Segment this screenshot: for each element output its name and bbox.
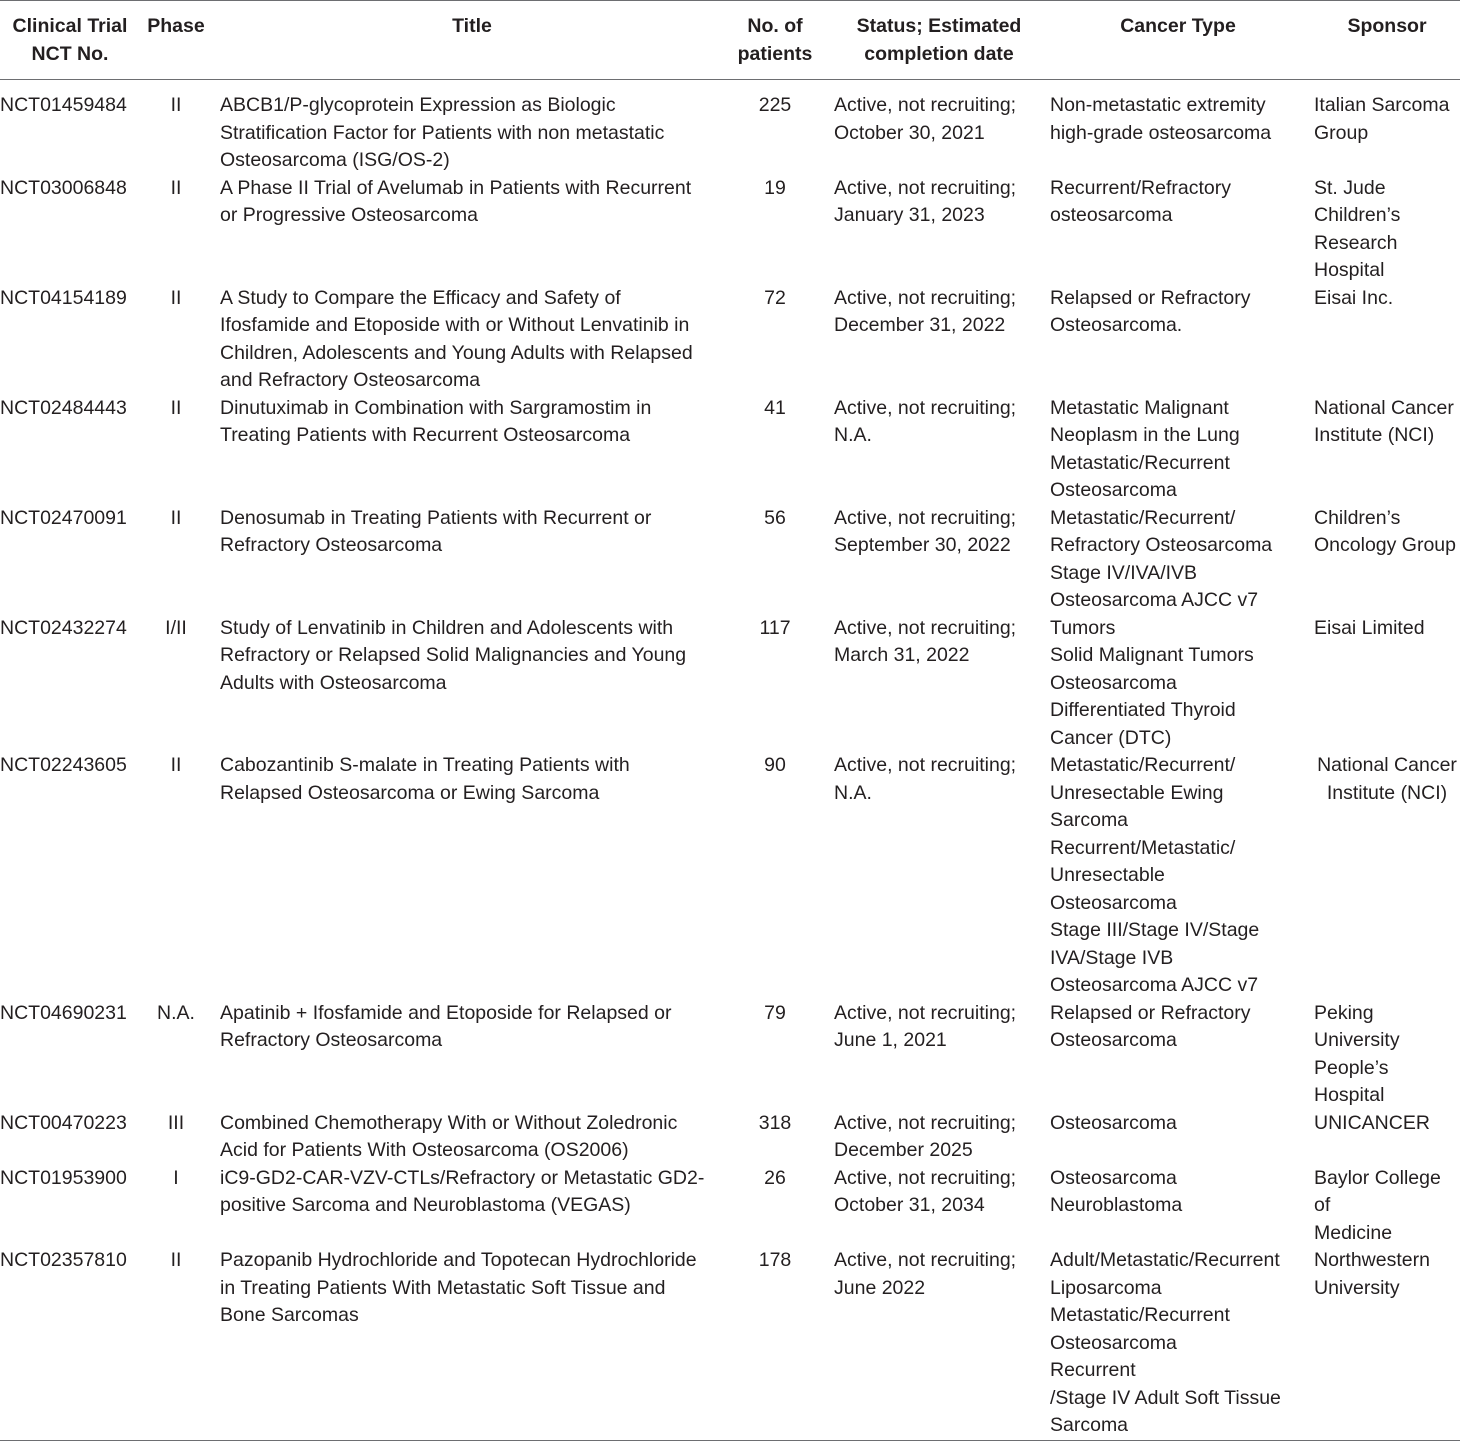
cell-status: Active, not recruiting; December 2025 [834,1111,1017,1161]
cell-nct: NCT02470091 [0,506,127,529]
cell-phase: II [170,176,182,199]
cell-status: Active, not recruiting; N.A. [834,396,1017,446]
cell-sponsor: National Cancer Institute (NCI) [1314,396,1454,446]
cell-title: Study of Lenvatinib in Children and Adolescents with Refractory or Relapsed Solid Malignancies and Young Adults with Osteosarcoma [220,616,687,694]
cell-patients: 178 [758,1249,792,1271]
header-status-line: completion date [864,42,1014,65]
header-phase-line: Phase [147,15,205,37]
cell-sponsor: Children’s Oncology Group [1314,506,1456,556]
table-row [0,752,1460,1000]
table-row [0,1247,1460,1440]
cell-title: Cabozantinib S-malate in Treating Patients with Relapsed Osteosarcoma or Ewing Sarcoma [220,754,630,804]
header-status-line: Status; Estimated [856,15,1022,37]
cell-title: Pazopanib Hydrochloride and Topotecan Hydrochloride in Treating Patients With Metastatic Soft Tissue and Bone Sarcomas [220,1249,697,1326]
cell-status: Active, not recruiting; December 31, 2022 [834,286,1017,336]
table-row [0,1000,1460,1110]
cell-sponsor: UNICANCER [1314,1111,1430,1134]
cell-status: Active, not recruiting; N.A. [834,754,1017,804]
cell-phase: I [173,1166,179,1189]
cell-sponsor: Baylor College of Medicine [1314,1166,1441,1244]
table-row [0,615,1460,753]
header-cancer-type-line: Cancer Type [1120,15,1236,37]
cell-title: Apatinib + Ifosfamide and Etoposide for Relapsed or Refractory Osteosarcoma [220,1001,672,1051]
cell-patients: 26 [764,1166,786,1189]
cell-patients: 41 [764,396,786,419]
cell-sponsor: Northwestern University [1314,1249,1430,1299]
cell-status: Active, not recruiting; October 31, 2034 [834,1166,1017,1216]
cell-cancer-type: Osteosarcoma Neuroblastoma [1050,1166,1183,1216]
cell-cancer-type: Recurrent/Refractory osteosarcoma [1050,176,1231,226]
cell-sponsor: St. Jude Children’s Research Hospital [1314,176,1401,281]
header-sponsor [1306,1,1460,80]
cell-cancer-type: Metastatic/Recurrent/ Unresectable Ewing Sarcoma Recurrent/Metastatic/ Unresectable Osteosarcoma Stage III/Stage IV/Stage IVA/Stage IVB Osteosarcoma AJCC v7 [1050,754,1260,996]
cell-patients: 72 [764,286,786,309]
cell-nct: NCT02432274 [0,616,127,639]
cell-cancer-type: Metastatic/Recurrent/ Refractory Osteosarcoma Stage IV/IVA/IVB Osteosarcoma AJCC v7 [1050,506,1273,611]
cell-cancer-type: Non-metastatic extremity high-grade osteosarcoma [1050,94,1272,144]
cell-sponsor: Eisai Limited [1314,616,1425,639]
table-row [0,80,1460,175]
header-phase [140,1,212,80]
cell-patients: 79 [764,1001,786,1024]
cell-cancer-type: Metastatic Malignant Neoplasm in the Lung Metastatic/Recurrent Osteosarcoma [1050,396,1240,501]
cell-nct: NCT03006848 [0,176,127,199]
cell-nct: NCT02243605 [0,754,127,776]
cell-status: Active, not recruiting; June 1, 2021 [834,1001,1017,1051]
table-header [0,1,1460,80]
cell-title: ABCB1/P-glycoprotein Expression as Biologic Stratification Factor for Patients with non metastatic Osteosarcoma (ISG/OS-2) [220,94,665,171]
cell-status: Active, not recruiting; January 31, 2023 [834,176,1017,226]
cell-nct: NCT01953900 [0,1166,127,1189]
cell-status: Active, not recruiting; March 31, 2022 [834,616,1017,666]
table-body [0,80,1460,1441]
cell-cancer-type: Adult/Metastatic/Recurrent Liposarcoma Metastatic/Recurrent Osteosarcoma Recurrent /Stage IV Adult Soft Tissue Sarcoma [1050,1249,1281,1436]
cell-title: Combined Chemotherapy With or Without Zoledronic Acid for Patients With Osteosarcoma (OS2006) [220,1111,678,1161]
cell-nct: NCT02357810 [0,1249,127,1271]
cell-phase: N.A. [157,1001,195,1024]
header-nct-line: Clinical Trial [12,15,128,37]
cell-sponsor: Peking University People’s Hospital [1314,1001,1400,1106]
header-row [0,1,1460,80]
header-patients [724,1,826,80]
header-cancer-type [1044,1,1306,80]
cell-title: Dinutuximab in Combination with Sargramostim in Treating Patients with Recurrent Osteosarcoma [220,396,652,446]
cell-phase: II [170,94,182,116]
table-row [0,285,1460,395]
table-row [0,505,1460,615]
header-status [826,1,1044,80]
cell-patients: 225 [758,94,792,116]
header-title [212,1,724,80]
cell-phase: II [170,396,182,419]
cell-title: iC9-GD2-CAR-VZV-CTLs/Refractory or Metastatic GD2- positive Sarcoma and Neuroblastoma (VEGAS) [220,1166,705,1216]
cell-patients: 56 [764,506,786,529]
cell-title: A Study to Compare the Efficacy and Safety of Ifosfamide and Etoposide with or Without Lenvatinib in Children, Adolescents and Young Adults with Relapsed and Refractory Osteosarcoma [220,286,693,391]
cell-sponsor: Eisai Inc. [1314,286,1394,309]
header-nct-line: NCT No. [31,42,109,65]
table-row [0,395,1460,505]
cell-phase: II [170,506,182,529]
header-sponsor-line: Sponsor [1347,15,1427,37]
header-patients-line: patients [737,42,813,65]
cell-nct: NCT04154189 [0,286,127,309]
cell-title: Denosumab in Treating Patients with Recurrent or Refractory Osteosarcoma [220,506,652,556]
cell-patients: 117 [759,616,791,639]
cell-patients: 90 [764,754,786,776]
cell-nct: NCT01459484 [0,94,127,116]
cell-cancer-type: Tumors Solid Malignant Tumors Osteosarcoma Differentiated Thyroid Cancer (DTC) [1050,616,1254,749]
cell-nct: NCT02484443 [0,396,127,419]
cell-status: Active, not recruiting; June 2022 [834,1249,1017,1299]
table-row [0,1110,1460,1165]
cell-patients: 19 [764,176,786,199]
header-nct [0,1,140,80]
cell-status: Active, not recruiting; October 30, 2021 [834,94,1017,144]
cell-sponsor: Italian Sarcoma Group [1314,94,1450,144]
cell-cancer-type: Relapsed or Refractory Osteosarcoma. [1050,286,1251,336]
cell-phase: III [167,1111,185,1134]
header-patients-line: No. of [747,15,803,37]
cell-phase: II [170,1249,182,1271]
cell-patients: 318 [758,1111,792,1134]
table-row [0,1165,1460,1248]
cell-sponsor: National Cancer Institute (NCI) [1317,754,1457,804]
cell-cancer-type: Relapsed or Refractory Osteosarcoma [1050,1001,1251,1051]
cell-phase: II [170,754,182,776]
header-title-line: Title [452,15,492,37]
cell-nct: NCT00470223 [0,1111,127,1134]
cell-phase: II [170,286,182,309]
cell-title: A Phase II Trial of Avelumab in Patients with Recurrent or Progressive Osteosarcoma [220,176,692,226]
cell-nct: NCT04690231 [0,1001,127,1024]
cell-cancer-type: Osteosarcoma [1050,1111,1177,1134]
table-row [0,175,1460,285]
cell-status: Active, not recruiting; September 30, 2022 [834,506,1017,556]
cell-phase: I/II [165,616,187,639]
